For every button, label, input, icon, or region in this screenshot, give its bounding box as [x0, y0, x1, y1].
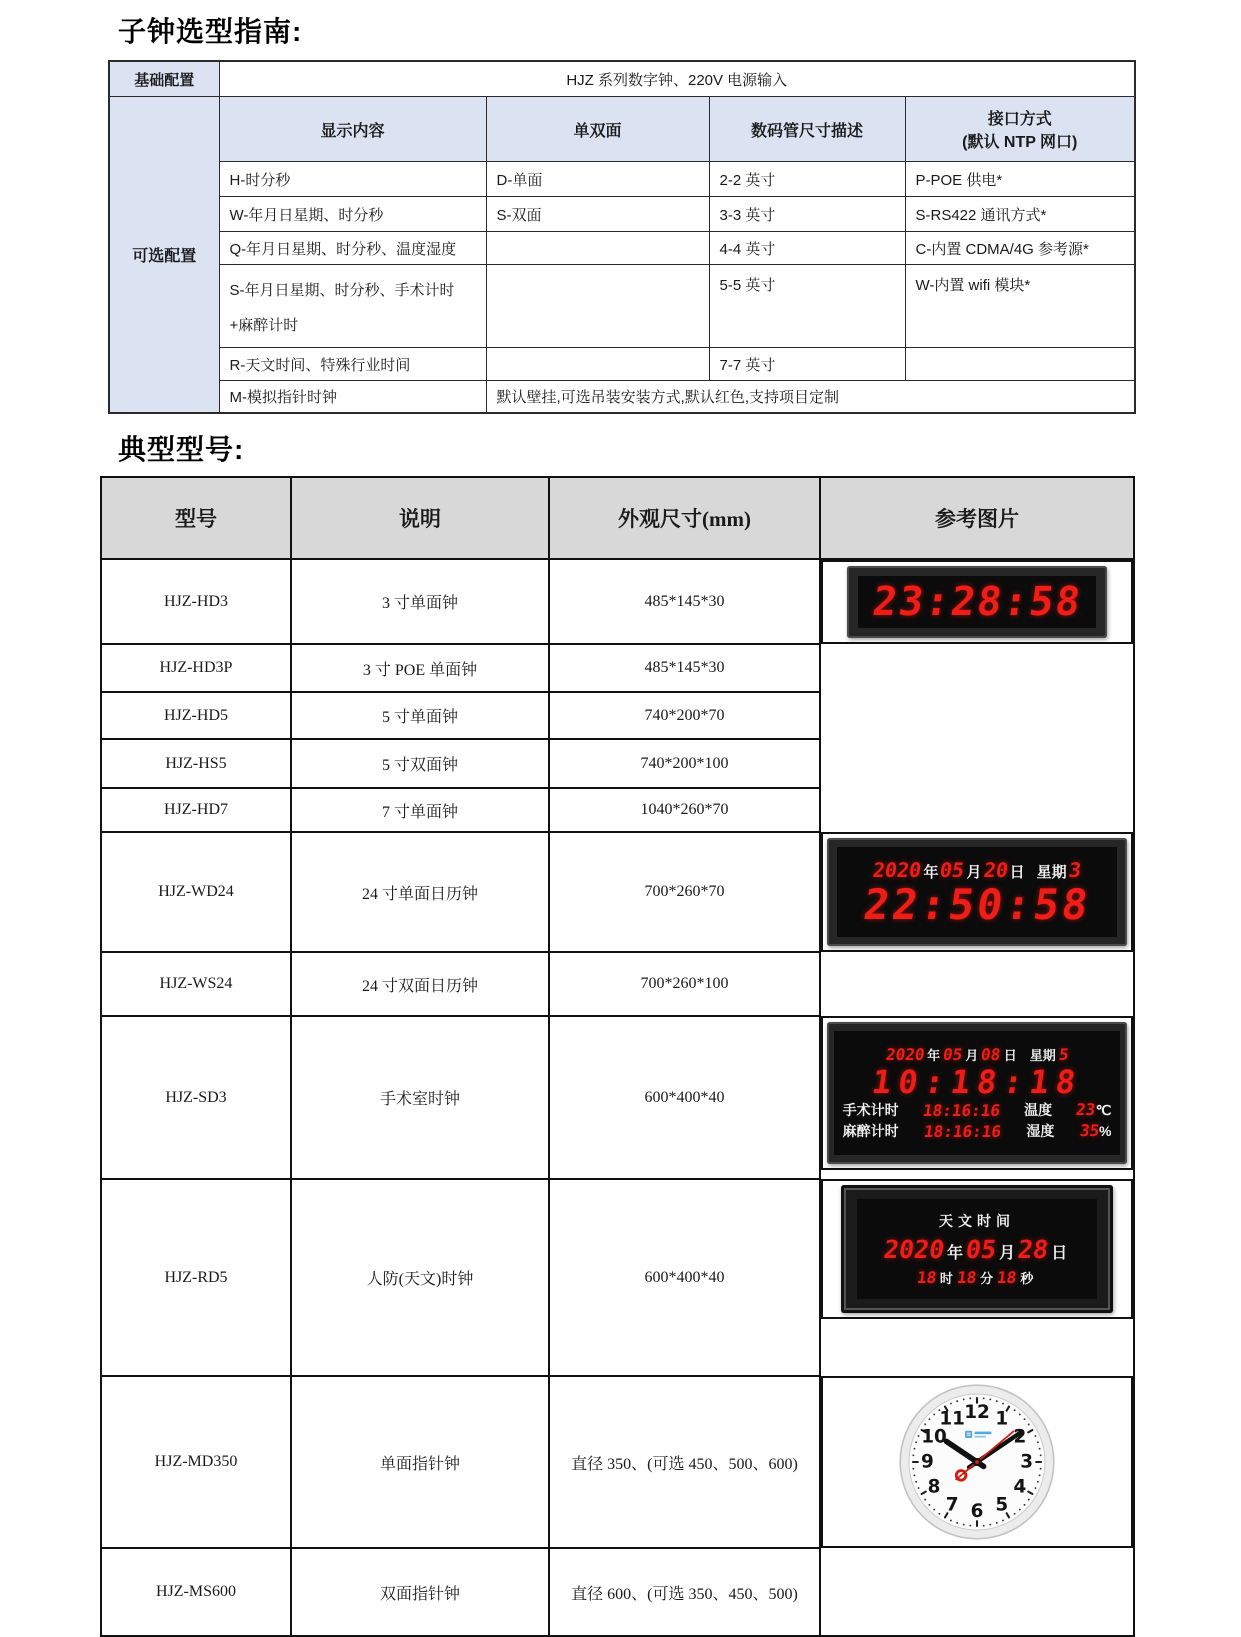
column-header-description: 说明	[291, 477, 549, 559]
svg-text:8: 8	[927, 1476, 941, 1498]
surgery-year: 2020	[884, 1044, 926, 1064]
column-header-tube-size: 数码管尺寸描述	[709, 97, 905, 162]
dimensions-cell: 485*145*30	[549, 644, 820, 692]
svg-text:12: 12	[964, 1401, 990, 1423]
calendar-month: 05	[938, 858, 967, 882]
anesthesia-timer-value: 18:16:16	[922, 1121, 1003, 1141]
svg-text:2: 2	[1013, 1426, 1027, 1448]
astronomical-clock-time-line: 18 时 18 分 18 秒	[915, 1267, 1034, 1287]
column-header-interface	[905, 97, 1135, 162]
temperature-value: 23℃	[1075, 1100, 1112, 1120]
digital-clock-screen	[858, 576, 1096, 628]
analog-clock-svg	[897, 1382, 1057, 1542]
dimensions-cell: 直径 600、(可选 350、450、500)	[549, 1548, 820, 1636]
operation-timer-value: 18:16:16	[921, 1100, 1002, 1120]
svg-text:3: 3	[1020, 1451, 1033, 1473]
day-label: 日	[1009, 864, 1025, 881]
surgery-weekday: 5	[1057, 1044, 1070, 1064]
interface-option-cell: C-内置 CDMA/4G 参考源*	[905, 232, 1135, 265]
section-title-typical-models: 典型型号:	[118, 434, 245, 465]
astronomical-clock-photo	[841, 1185, 1113, 1313]
humidity-label: 湿度	[1026, 1123, 1055, 1140]
astro-month: 05	[963, 1234, 999, 1264]
column-header-dimensions: 外观尺寸(mm)	[549, 477, 820, 559]
dimensions-cell: 740*200*70	[549, 692, 820, 739]
column-header-photo: 参考图片	[820, 477, 1134, 559]
size-option-cell: 5-5 英寸	[709, 265, 905, 348]
analog-clock-note-cell: 默认壁挂,可选吊装安装方式,默认红色,支持项目定制	[486, 381, 1135, 413]
display-option-cell: H-时分秒	[219, 162, 486, 197]
description-cell: 24 寸双面日历钟	[291, 952, 549, 1016]
surgery-clock-date-line	[886, 1045, 1069, 1065]
model-cell: HJZ-MD350	[101, 1376, 291, 1548]
photo-cell-astronomical-clock	[821, 1179, 1133, 1319]
astro-second: 18	[995, 1267, 1018, 1287]
month-label: 月	[966, 864, 982, 881]
faces-option-cell: S-双面	[486, 197, 709, 232]
operation-timer-label: 手术计时	[842, 1102, 899, 1119]
display-option-cell: R-天文时间、特殊行业时间	[219, 348, 486, 381]
faces-option-cell: D-单面	[486, 162, 709, 197]
svg-text:6: 6	[970, 1501, 984, 1523]
description-cell: 5 寸单面钟	[291, 692, 549, 739]
dimensions-cell: 1040*260*70	[549, 788, 820, 832]
typical-models-table	[100, 476, 1135, 1637]
astro-day: 28	[1016, 1234, 1051, 1264]
digital-clock-photo	[847, 566, 1107, 638]
model-cell: HJZ-WS24	[101, 952, 291, 1016]
svg-text:11: 11	[939, 1408, 965, 1430]
faces-option-cell	[486, 265, 709, 348]
description-cell: 单面指针钟	[291, 1376, 549, 1548]
model-cell: HJZ-RD5	[101, 1179, 291, 1376]
astro-hour: 18	[915, 1267, 938, 1287]
description-cell: 24 寸单面日历钟	[291, 832, 549, 952]
dimensions-cell: 485*145*30	[549, 559, 820, 644]
description-cell: 手术室时钟	[291, 1016, 549, 1179]
day-label: 日	[1003, 1047, 1017, 1063]
digital-clock-time: 23:28:58	[869, 579, 1085, 625]
astronomical-clock-date-line: 2020年05月28日	[881, 1234, 1068, 1264]
model-cell: HJZ-HD3P	[101, 644, 291, 692]
calendar-weekday: 3	[1067, 858, 1083, 882]
model-cell: HJZ-HD7	[101, 788, 291, 832]
base-config-label: 基础配置	[109, 61, 219, 97]
model-cell: HJZ-HS5	[101, 739, 291, 788]
surgery-timer-line	[843, 1100, 1112, 1120]
photo-cell-calendar-clock	[821, 832, 1133, 952]
section-title-selection-guide: 子钟选型指南:	[118, 16, 303, 47]
description-cell: 3 寸单面钟	[291, 559, 549, 644]
model-cell: HJZ-HD5	[101, 692, 291, 739]
svg-text:4: 4	[1013, 1476, 1027, 1498]
model-cell: HJZ-MS600	[101, 1548, 291, 1636]
surgery-day: 08	[980, 1044, 1003, 1064]
weekday-label: 星期	[1036, 864, 1067, 881]
size-option-cell: 4-4 英寸	[709, 232, 905, 265]
surgery-clock-screen	[834, 1031, 1120, 1155]
display-option-cell: W-年月日星期、时分秒	[219, 197, 486, 232]
temperature-label: 温度	[1024, 1102, 1053, 1119]
year-label: 年	[927, 1047, 941, 1063]
dimensions-cell: 700*260*100	[549, 952, 820, 1016]
selection-guide-table	[108, 60, 1136, 414]
dimensions-cell: 740*200*100	[549, 739, 820, 788]
astronomical-clock-screen	[857, 1199, 1097, 1299]
display-option-cell: Q-年月日星期、时分秒、温度湿度	[219, 232, 486, 265]
svg-text:9: 9	[921, 1451, 934, 1473]
dimensions-cell: 600*400*40	[549, 1179, 820, 1376]
dimensions-cell: 600*400*40	[549, 1016, 820, 1179]
description-cell: 双面指针钟	[291, 1548, 549, 1636]
interface-option-cell: W-内置 wifi 模块*	[905, 265, 1135, 348]
model-cell: HJZ-WD24	[101, 832, 291, 952]
svg-text:5: 5	[995, 1494, 1009, 1516]
calendar-day: 20	[981, 858, 1010, 882]
calendar-clock-photo	[827, 838, 1127, 946]
base-config-value: HJZ 系列数字钟、220V 电源输入	[219, 61, 1135, 97]
interface-option-cell: S-RS422 通讯方式*	[905, 197, 1135, 232]
humidity-value: 35%	[1078, 1121, 1112, 1141]
astro-year: 2020	[881, 1234, 947, 1264]
calendar-clock-screen	[837, 847, 1117, 937]
column-header-display: 显示内容	[219, 97, 486, 162]
month-label: 月	[965, 1047, 979, 1063]
description-cell: 人防(天文)时钟	[291, 1179, 549, 1376]
surgery-clock-time-line	[869, 1062, 1085, 1101]
surgery-month: 05	[941, 1044, 964, 1064]
optional-config-label: 可选配置	[109, 97, 219, 413]
photo-cell-surgery-clock	[821, 1016, 1133, 1170]
photo-cell-analog-clock	[821, 1376, 1133, 1548]
display-option-cell: S-年月日星期、时分秒、手术计时+麻醉计时	[219, 265, 486, 348]
photo-cell-digital-clock	[821, 560, 1133, 644]
weekday-label: 星期	[1029, 1047, 1056, 1063]
anesthesia-timer-line	[843, 1121, 1112, 1141]
dimensions-cell: 直径 350、(可选 450、500、600)	[549, 1376, 820, 1548]
description-cell: 3 寸 POE 单面钟	[291, 644, 549, 692]
astronomical-clock-title: 天文时间	[939, 1212, 1015, 1229]
model-cell: HJZ-SD3	[101, 1016, 291, 1179]
anesthesia-timer-label: 麻醉计时	[842, 1123, 899, 1140]
display-option-cell: M-模拟指针时钟	[219, 381, 486, 413]
svg-text:1: 1	[995, 1408, 1009, 1430]
calendar-clock-time: 22:50:58	[860, 880, 1094, 929]
size-option-cell: 3-3 英寸	[709, 197, 905, 232]
year-label: 年	[923, 864, 939, 881]
interface-header-line1: 接口方式	[987, 111, 1052, 128]
calendar-clock-time-line	[860, 880, 1094, 929]
column-header-model: 型号	[101, 477, 291, 559]
surgery-clock-time: 10:18:18	[869, 1062, 1085, 1101]
description-cell: 7 寸单面钟	[291, 788, 549, 832]
description-cell: 5 寸双面钟	[291, 739, 549, 788]
svg-text:7: 7	[945, 1494, 959, 1516]
size-option-cell: 2-2 英寸	[709, 162, 905, 197]
interface-option-cell	[905, 348, 1135, 381]
calendar-year: 2020	[871, 858, 924, 882]
surgery-clock-photo	[827, 1022, 1127, 1164]
model-cell: HJZ-HD3	[101, 559, 291, 644]
faces-option-cell	[486, 232, 709, 265]
svg-text:10: 10	[921, 1426, 947, 1448]
interface-option-cell: P-POE 供电*	[905, 162, 1135, 197]
interface-header-line2: (默认 NTP 网口)	[962, 134, 1078, 151]
faces-option-cell	[486, 348, 709, 381]
size-option-cell: 7-7 英寸	[709, 348, 905, 381]
dimensions-cell: 700*260*70	[549, 832, 820, 952]
column-header-faces: 单双面	[486, 97, 709, 162]
astro-minute: 18	[955, 1267, 978, 1287]
calendar-clock-date-line	[871, 858, 1083, 882]
